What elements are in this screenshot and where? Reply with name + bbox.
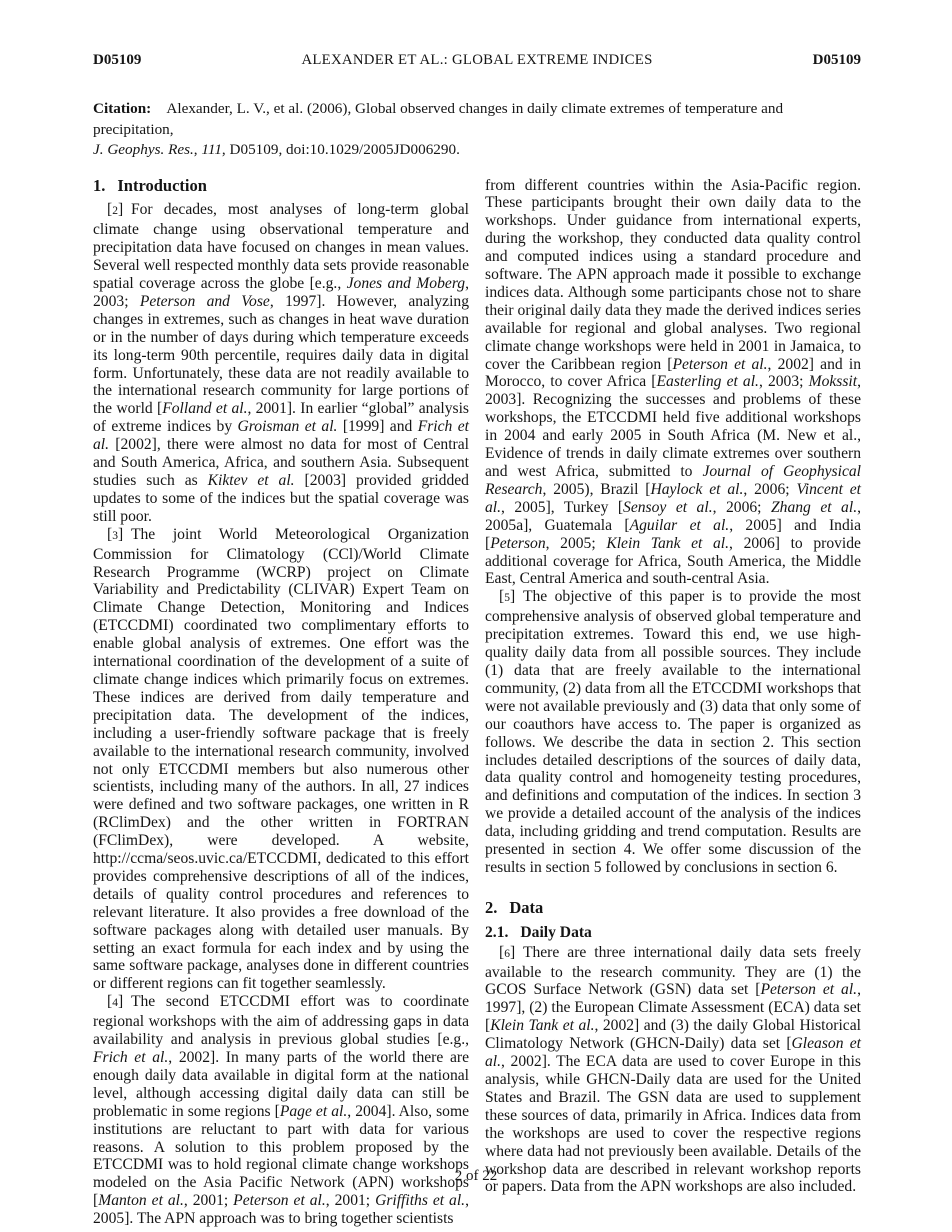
heading-title: Introduction (117, 175, 207, 195)
text-segment: , 1997], (2) the European Climate Assessment (ECA) data set [ (485, 981, 861, 1035)
italic-text: J. Geophys. Res. (93, 141, 194, 158)
text-segment: , 2002]. In many parts of the world there are enough daily data available in digital form at the national level, although accessing digital daily data can still be problematic in some regions [ (93, 1049, 469, 1120)
text-segment: , 2004]. Also, some institutions are reluctant to part with data for various reasons. A solution to this problem proposed by the ETCCDMI was to hold regional climate change workshops modeled on the Asia Pacific Network (APN) workshops [ (93, 1102, 469, 1210)
section-heading (93, 177, 469, 195)
text-segment: ] The second ETCCDMI effort was to coordinate regional workshops with the aim of addressing gaps in data availability and analysis in previous global studies [e.g., (93, 993, 469, 1049)
text-segment: from different countries within the Asia-Pacific region. These participants brought their own daily data to the workshops. Under guidance from international experts, during the workshop, they conducted data quality control and computed indices using a standard procedure and software. The APN approach made it possible to exchange indices data. Although some participants chose not to share their original daily data they made the derived indices series available for regional and global analyses. Two regional climate change workshops were held in 2001 in Jamaica, to cover the Caribbean region [ (485, 176, 861, 373)
page-content (93, 0, 861, 1228)
text-segment: [ (499, 588, 505, 606)
heading-number: 1. (93, 175, 106, 195)
citation-line-1 (93, 99, 861, 140)
text-segment: , 2001]. In earlier “global” analysis of extreme indices by (93, 400, 470, 436)
italic-text: Peterson et al. (233, 1192, 326, 1210)
text-segment: , 2005; (545, 534, 607, 552)
italic-text: Zhang et al. (770, 498, 858, 516)
text-segment: Citation: (93, 100, 152, 117)
text-segment: [ (107, 525, 113, 543)
italic-text: Aguilar et al. (629, 516, 730, 534)
section-heading (485, 899, 861, 917)
article-columns (93, 177, 861, 1229)
text-segment: [1999] and (337, 418, 418, 436)
running-header (93, 0, 861, 69)
paragraph (93, 526, 469, 994)
text-segment: , 2005] and India [ (485, 516, 862, 552)
italic-text: Sensoy et al. (623, 498, 713, 516)
italic-text: Manton et al. (98, 1192, 184, 1210)
text-segment: ] The joint World Meteorological Organization Commission for Climatology (CCl)/World Climate Research Programme (WCRP) project on Climate Variability and Predictability (CLIVAR) Expert Team on Climate Change Detection, Monitoring and Indices (ETCCDMI) coordinated two complimentary efforts to enable global analysis of extremes. One effort was the international coordination of the development of a suite of climate change indices which primarily focus on extremes. These indices are derived from daily temperature and precipitation data. The development of the indices, including a user-friendly software package that is freely available to the international research community, involved not only ETCCDMI members but also numerous other scientists, including many of the authors. In all, 27 indices were defined and two software packages, one written in R (RClimDex) and the other written in FORTRAN (FClimDex), were developed. A website, http://ccma/seos.uvic.ca/ETCCDMI, dedicated to this effort provides comprehensive descriptions of all of the indices, details of quality control procedures and references to relevant literature. It also provides a free download of the software packages along with detailed user manuals. By setting an exact formula for each index and by using the same software package, analyses done in different countries or different regions can fit together seamlessly. (93, 525, 469, 993)
text-segment: , 2003]. Recognizing the successes and problems of these workshops, the ETCCDMI held five additional workshops in 2004 and early 2005 in South Africa (M. New et al., Evidence of trends in daily climate extremes over southern and west Africa, submitted to (485, 373, 861, 480)
italic-text: Vincent et al. (485, 480, 861, 516)
paragraph (93, 201, 469, 525)
italic-text: Easterling et al. (656, 373, 759, 391)
text-segment: [2003] provided gridded updates to some of the indices but the spatial coverage was still poor. (93, 472, 469, 525)
italic-text: Peterson et al. (760, 981, 858, 999)
journal-code-right: D05109 (812, 52, 861, 68)
citation-line-2 (93, 140, 861, 161)
paragraph (485, 177, 861, 589)
italic-text: Frich et al. (93, 418, 469, 454)
journal-code-left: D05109 (93, 52, 142, 68)
text-segment: , 2002] and (3) the daily Global Historical Climatology Network (GHCN-Daily) data set [ (485, 1017, 861, 1053)
text-segment: , D05109, doi:10.1029/2005JD006290. (221, 141, 460, 158)
text-segment: , 2005a], Guatemala [ (485, 498, 861, 534)
italic-text: Groisman et al. (237, 418, 338, 436)
right-column (485, 177, 861, 1229)
text-segment: , 2006; (712, 498, 771, 516)
text-segment: , 2006] to provide additional coverage for Africa, South America, the Middle East, Central America and south-central Asia. (485, 534, 861, 588)
text-segment: , 2005), Brazil [ (542, 480, 651, 498)
paragraph-number: 2 (112, 205, 118, 218)
paragraph-number: 6 (504, 947, 510, 960)
italic-text: Peterson (490, 534, 546, 552)
text-segment: , 2001; (183, 1192, 234, 1210)
heading-title: Data (509, 897, 544, 917)
text-segment: [ (499, 943, 505, 961)
text-segment: ] The objective of this paper is to provide the most comprehensive analysis of observed global temperature and precipitation extremes. Toward this end, we use high-quality daily data from all possible sources. They include (1) data that are freely available to the international community, (2) data from all the ETCCDMI workshops that were not available previously and (3) data that only some of our coauthors have access to. The paper is organized as follows. We describe the data in section 2. This section includes detailed descriptions of the sources of daily data, data quality control and homogeneity testing procedures, and definitions and computation of the indices. In section 3 we provide a detailed account of the analysis of the indices data, including gridding and trend computation. Results are presented in section 4. We offer some discussion of the results in section 5 followed by conclusions in section 6. (485, 588, 861, 876)
heading-number: 2. (485, 897, 498, 917)
text-segment: Alexander, L. V., et al. (2006), Global observed changes in daily climate extremes of temperature and precipitation, (93, 100, 784, 138)
text-segment: [2002], there were almost no data for most of Central and South America, Africa, and southern Asia. Subsequent studies such as (93, 436, 469, 489)
paragraph-number: 4 (112, 997, 118, 1010)
italic-text: Mokssit (808, 373, 858, 391)
running-title: ALEXANDER ET AL.: GLOBAL EXTREME INDICES (301, 52, 653, 68)
italic-text: Frich et al. (93, 1049, 169, 1066)
text-segment: ] For decades, most analyses of long-term global climate change using observational temperature and precipitation data have focused on changes in mean values. Several well respected monthly data sets provide reasonable spatial coverage across the globe [e.g., (93, 201, 469, 293)
paragraph (485, 944, 861, 1197)
text-segment: , (193, 141, 202, 158)
italic-text: Kiktev et al. (207, 472, 295, 489)
page-number: 2 of 22 (454, 1168, 498, 1184)
text-segment: , 2002]. The ECA data are used to cover Europe in this analysis, while GHCN-Daily data are used for the United States and Brazil. The GSN data are used to supplement these sources of data, primarily in Africa. Indices data from the workshops are used to cover the respective regions where data had not previously been available. Details of the workshop data are described in relevant workshop reports or papers. Data from the APN workshops are also included. (485, 1053, 861, 1196)
italic-text: Journal of Geophysical Research (485, 463, 861, 498)
text-segment: , 2003; (93, 275, 470, 310)
italic-text: Haylock et al. (650, 480, 744, 498)
text-segment: , 2001; (325, 1192, 376, 1210)
citation-block (93, 99, 861, 161)
text-segment: ] There are three international daily data sets freely available to the research community. They are (1) the GCOS Surface Network (GSN) data set [ (485, 943, 861, 999)
paragraph (93, 993, 469, 1228)
italic-text: Griffiths et al. (375, 1192, 466, 1210)
text-segment: , 2005], Turkey [ (501, 498, 624, 516)
heading-title: Daily Data (520, 923, 592, 941)
paragraph-number: 3 (112, 529, 118, 542)
text-segment: , 2005]. The APN approach was to bring together scientists (93, 1192, 469, 1228)
paragraph (485, 588, 861, 877)
italic-text: Klein Tank et al. (606, 534, 730, 552)
italic-text: 111 (201, 141, 222, 158)
text-segment: [ (107, 993, 113, 1011)
text-segment: , 2003; (758, 373, 809, 391)
text-segment: , 2006; (743, 480, 797, 498)
italic-text: Peterson et al. (672, 355, 768, 373)
text-segment: , 1997]. However, analyzing changes in extremes, such as changes in heat wave duration or in the number of days during which temperature exceeds its long-term 90th percentile, requires daily data in digital form. Unfortunately, these data are not readily available to the international research community for large portions of the world [ (93, 292, 470, 418)
italic-text: Jones and Moberg (346, 275, 466, 293)
text-segment: [ (107, 201, 113, 219)
heading-number: 2.1. (485, 923, 509, 941)
italic-text: Page et al. (279, 1102, 348, 1120)
left-column (93, 177, 469, 1229)
text-segment: , 2002] and in Morocco, to cover Africa [ (485, 355, 861, 391)
italic-text: Folland et al. (162, 400, 248, 418)
paragraph-number: 5 (504, 592, 510, 605)
italic-text: Gleason et al. (485, 1035, 861, 1071)
italic-text: Klein Tank et al. (490, 1017, 595, 1035)
subsection-heading (485, 924, 861, 942)
italic-text: Peterson and Vose (139, 292, 270, 310)
